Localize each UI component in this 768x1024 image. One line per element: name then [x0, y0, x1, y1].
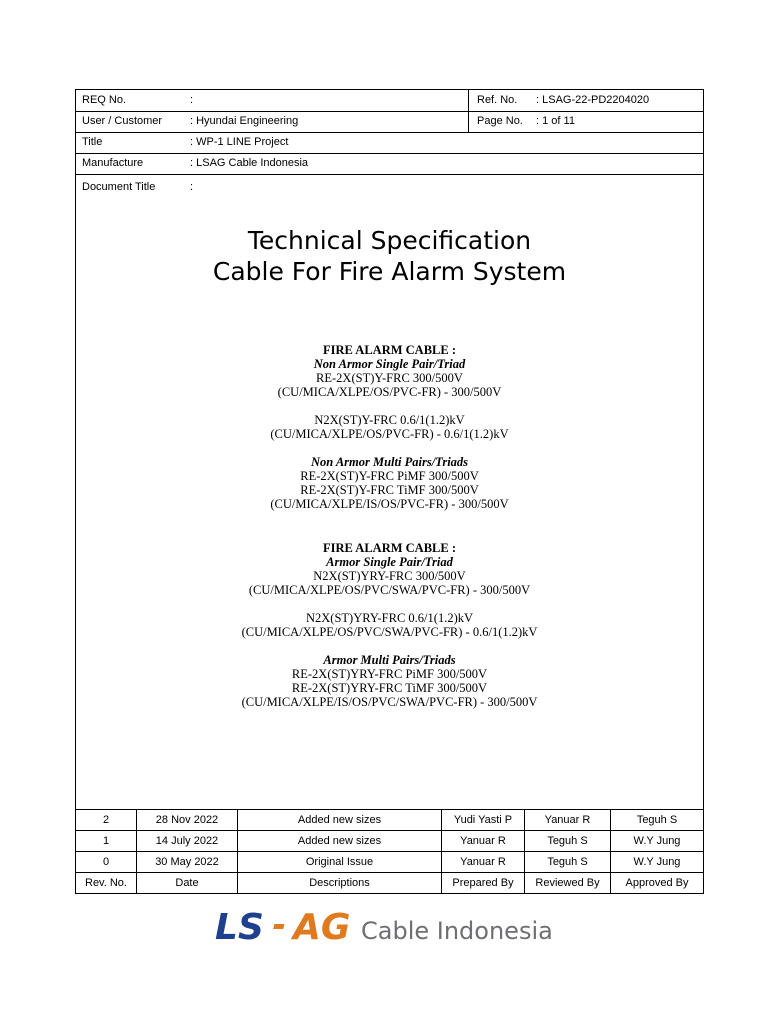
- main-title-line2: Cable For Fire Alarm System: [212, 257, 567, 286]
- main-title-line1: Technical Specification: [247, 226, 532, 255]
- rev-no-header: Rev. No.: [76, 873, 137, 893]
- rev-description-cell: Added new sizes: [238, 831, 442, 851]
- non-armor-section: [76, 343, 703, 511]
- rev-description-cell: Original Issue: [238, 852, 442, 872]
- rev-approved-cell: W.Y Jung: [633, 856, 681, 868]
- non-armor-heading: FIRE ALARM CABLE :: [323, 343, 456, 357]
- armor-c2: RE-2X(ST)YRY-FRC TiMF 300/500V: [291, 681, 488, 695]
- document-title-label: Document Title: [82, 181, 156, 193]
- document-title-value: :: [190, 181, 194, 193]
- armor-c1: RE-2X(ST)YRY-FRC PiMF 300/500V: [291, 667, 488, 681]
- title-value: : WP-1 LINE Project: [190, 136, 289, 148]
- company-logo-graphic: [215, 902, 555, 954]
- revision-row: [76, 810, 703, 831]
- manufacture-value: : LSAG Cable Indonesia: [190, 157, 309, 169]
- logo-ls-mark: LS: [215, 907, 264, 948]
- armor-multi-subheading: Armor Multi Pairs/Triads: [323, 653, 456, 667]
- page-no-value: : 1 of 11: [536, 115, 575, 127]
- logo-dash: [273, 924, 284, 929]
- rev-prepared-cell: Yanuar R: [442, 852, 525, 872]
- non-armor-multi-subheading: Non Armor Multi Pairs/Triads: [310, 455, 469, 469]
- non-armor-c3: (CU/MICA/XLPE/IS/OS/PVC-FR) - 300/500V: [270, 497, 509, 511]
- ref-no-label: Ref. No.: [477, 94, 518, 106]
- rev-no-cell: 2: [76, 810, 137, 830]
- revision-row: [76, 852, 703, 873]
- armor-c3: (CU/MICA/XLPE/IS/OS/PVC/SWA/PVC-FR) - 300/500V: [241, 695, 538, 709]
- rev-reviewed-cell: Yanuar R: [525, 810, 611, 830]
- rev-date-cell: 14 July 2022: [137, 831, 238, 851]
- revision-table: [76, 809, 703, 893]
- rev-description-cell: Added new sizes: [238, 810, 442, 830]
- revision-row: [76, 831, 703, 852]
- rev-date-cell: 28 Nov 2022: [137, 810, 238, 830]
- rev-description-header: Descriptions: [238, 873, 442, 893]
- rev-reviewed-header: Reviewed By: [525, 873, 611, 893]
- rev-reviewed-cell: Teguh S: [525, 852, 611, 872]
- rev-prepared-header: Prepared By: [442, 873, 525, 893]
- non-armor-a2: (CU/MICA/XLPE/OS/PVC-FR) - 300/500V: [277, 385, 502, 399]
- non-armor-b1: N2X(ST)Y-FRC 0.6/1(1.2)kV: [314, 413, 465, 427]
- req-no-label: REQ No.: [82, 94, 127, 106]
- header-row-manufacture: [76, 153, 703, 175]
- non-armor-single-subheading: Non Armor Single Pair/Triad: [313, 357, 466, 371]
- header-divider: [468, 90, 469, 132]
- rev-prepared-cell: Yanuar R: [442, 831, 525, 851]
- header-row-title: [76, 132, 703, 154]
- rev-date-cell: 30 May 2022: [137, 852, 238, 872]
- rev-approved-cell: Teguh S: [636, 814, 678, 826]
- rev-approved-header: Approved By: [625, 877, 689, 889]
- armor-b1: N2X(ST)YRY-FRC 0.6/1(1.2)kV: [305, 611, 474, 625]
- title-label: Title: [82, 136, 103, 148]
- main-title: [76, 225, 703, 287]
- armor-a1: N2X(ST)YRY-FRC 300/500V: [313, 569, 466, 583]
- non-armor-a1: RE-2X(ST)Y-FRC 300/500V: [316, 371, 463, 385]
- page-no-label: Page No.: [477, 115, 523, 127]
- header-row-req: [76, 90, 703, 112]
- header-row-customer: [76, 111, 703, 133]
- rev-approved-cell: W.Y Jung: [633, 835, 681, 847]
- armor-single-subheading: Armor Single Pair/Triad: [326, 555, 453, 569]
- rev-no-cell: 1: [76, 831, 137, 851]
- non-armor-c2: RE-2X(ST)Y-FRC TiMF 300/500V: [300, 483, 479, 497]
- armor-b2: (CU/MICA/XLPE/OS/PVC/SWA/PVC-FR) - 0.6/1(1.2)kV: [241, 625, 538, 639]
- customer-label: User / Customer: [82, 115, 163, 127]
- rev-prepared-cell: Yudi Yasti P: [442, 810, 525, 830]
- ref-no-value: : LSAG-22-PD2204020: [536, 94, 650, 106]
- manufacture-label: Manufacture: [82, 157, 144, 169]
- customer-value: : Hyundai Engineering: [190, 115, 299, 127]
- req-no-value: :: [190, 94, 194, 106]
- document-sheet: [75, 89, 704, 894]
- non-armor-c1: RE-2X(ST)Y-FRC PiMF 300/500V: [300, 469, 479, 483]
- rev-date-header: Date: [137, 873, 238, 893]
- company-logo: [215, 902, 555, 954]
- rev-no-cell: 0: [76, 852, 137, 872]
- non-armor-b2: (CU/MICA/XLPE/OS/PVC-FR) - 0.6/1(1.2)kV: [270, 427, 509, 441]
- logo-ag-mark: AG: [293, 907, 351, 948]
- armor-heading: FIRE ALARM CABLE :: [323, 541, 456, 555]
- armor-section: [76, 541, 703, 709]
- armor-a2: (CU/MICA/XLPE/OS/PVC/SWA/PVC-FR) - 300/500V: [248, 583, 531, 597]
- revision-header-row: [76, 873, 703, 893]
- rev-reviewed-cell: Teguh S: [525, 831, 611, 851]
- logo-cable-indonesia-text: Cable Indonesia: [361, 917, 553, 945]
